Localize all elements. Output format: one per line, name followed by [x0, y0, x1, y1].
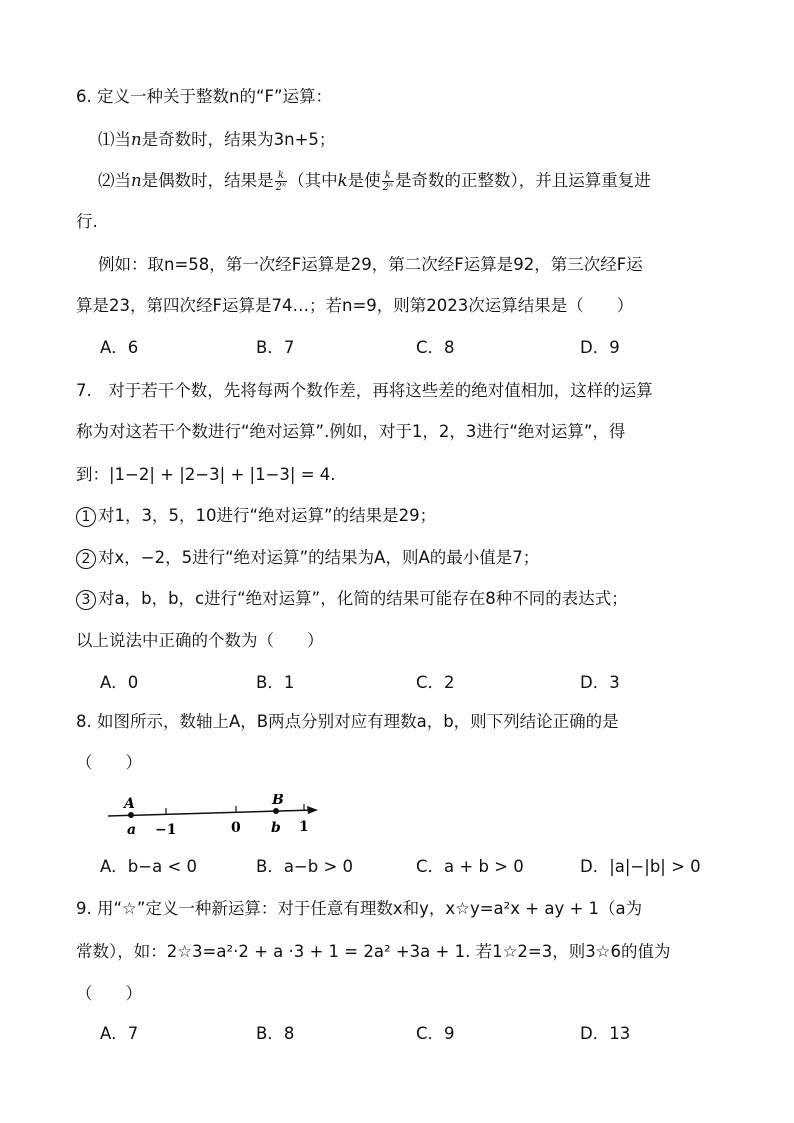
q9-answer-paren: （ ） — [76, 984, 142, 1003]
q6-case2-paren1: （其中 — [288, 171, 338, 190]
q7-option-d[interactable]: D．3 — [580, 673, 620, 692]
q9-stem-2: 常数），如：2☆3=a²·2 + a ·3 + 1 = 2a² +3a + 1. 若1☆2=3，则3☆6的值为 — [76, 942, 671, 961]
fraction-numerator: k — [382, 170, 394, 182]
q6-fraction-2 — [382, 170, 394, 193]
q6-option-c[interactable]: C．8 — [416, 338, 455, 357]
q6-case2-kvar: k — [337, 171, 348, 190]
q7-option-a[interactable]: A．0 — [100, 673, 139, 692]
label-b: b — [271, 820, 281, 836]
q9-option-b[interactable]: B．8 — [256, 1024, 295, 1043]
q7-stem-3: 到：|1−2| + |2−3| + |1−3| = 4. — [76, 465, 336, 484]
label-neg1: −1 — [155, 822, 177, 838]
label-a: a — [127, 822, 137, 838]
q7-option-c[interactable]: C．2 — [416, 673, 455, 692]
point-a — [128, 812, 134, 818]
q7-question: 以上说法中正确的个数为（ ） — [76, 631, 324, 650]
q7-stem-2: 称为对这若干个数进行“绝对运算”.例如，对于1，2，3进行“绝对运算”，得 — [76, 422, 626, 441]
axis-line — [108, 810, 314, 816]
q9-option-a[interactable]: A．7 — [100, 1024, 139, 1043]
q7-stem-1: 7. 对于若干个数，先将每两个数作差，再将这些差的绝对值相加，这样的运算 — [76, 381, 653, 400]
q7-option-b[interactable]: B．1 — [256, 673, 295, 692]
q8-option-d[interactable]: D．|a|−|b| > 0 — [580, 857, 701, 876]
q6-example-2: 算是23，第四次经F运算是74…；若n=9，则第2023次运算结果是（ ） — [76, 296, 634, 315]
q8-stem: 8. 如图所示，数轴上A，B两点分别对应有理数a，b，则下列结论正确的是 — [76, 712, 619, 731]
q6-case2-end: 是奇数的正整数），并且运算重复进 — [394, 171, 651, 190]
q6-case1-expr: 3n+5； — [273, 130, 336, 149]
q6-option-d[interactable]: D．9 — [580, 338, 620, 357]
q6-case1-text: 是奇数时，结果为 — [141, 130, 274, 149]
q6-case2-var: n — [131, 171, 142, 190]
q6-example-1: 例如：取n=58，第一次经F运算是29，第二次经F运算是92，第三次经F运 — [98, 255, 643, 274]
axis-arrowhead — [307, 806, 318, 814]
q6-fraction-1 — [275, 170, 287, 193]
circled-number-2: 2 — [76, 549, 96, 569]
q6-case2-paren2: 是使 — [347, 171, 381, 190]
q7-statement-2 — [76, 547, 539, 569]
q7-statement-2-text: 对x，−2，5进行“绝对运算”的结果为A，则A的最小值是7； — [98, 548, 540, 567]
number-line-figure — [100, 794, 330, 844]
q9-option-c[interactable]: C．9 — [416, 1024, 455, 1043]
fraction-denominator: 2ⁿ — [382, 182, 393, 193]
label-1: 1 — [299, 819, 309, 835]
q6-case2-label: ⑵当 — [98, 171, 131, 190]
point-b — [273, 808, 279, 814]
fraction-numerator: k — [275, 170, 287, 182]
q6-option-a[interactable]: A．6 — [100, 338, 139, 357]
q6-stem: 6. 定义一种关于整数n的“F”运算： — [76, 87, 333, 106]
circled-number-1: 1 — [76, 507, 96, 527]
fraction-denominator: 2ⁿ — [275, 182, 287, 193]
q6-case1-var: n — [131, 130, 142, 149]
q7-statement-3 — [76, 588, 628, 610]
label-A: A — [124, 796, 135, 812]
q7-statement-1 — [76, 505, 436, 527]
q6-case2-cont: 行. — [76, 212, 98, 231]
q6-case1 — [98, 129, 335, 151]
q6-option-b[interactable]: B．7 — [256, 338, 295, 357]
circled-number-3: 3 — [76, 590, 96, 610]
label-0: 0 — [231, 820, 241, 836]
q9-option-d[interactable]: D．13 — [580, 1024, 631, 1043]
q8-answer-paren: （ ） — [76, 753, 142, 772]
label-B: B — [272, 794, 284, 808]
q8-option-a[interactable]: A．b−a < 0 — [100, 857, 198, 876]
q6-case2 — [98, 170, 651, 193]
q8-option-c[interactable]: C．a + b > 0 — [416, 857, 524, 876]
q9-stem-1: 9. 用“☆”定义一种新运算：对于任意有理数x和y，x☆y=a²x + ay + 1（a为 — [76, 899, 643, 918]
q8-option-b[interactable]: B．a−b > 0 — [256, 857, 354, 876]
q6-case1-label: ⑴当 — [98, 130, 131, 149]
q6-case2-mid: 是偶数时，结果是 — [141, 171, 274, 190]
q7-statement-1-text: 对1，3，5，10进行“绝对运算”的结果是29； — [98, 506, 437, 525]
q7-statement-3-text: 对a，b，b，c进行“绝对运算”，化简的结果可能存在8种不同的表达式； — [98, 589, 628, 608]
